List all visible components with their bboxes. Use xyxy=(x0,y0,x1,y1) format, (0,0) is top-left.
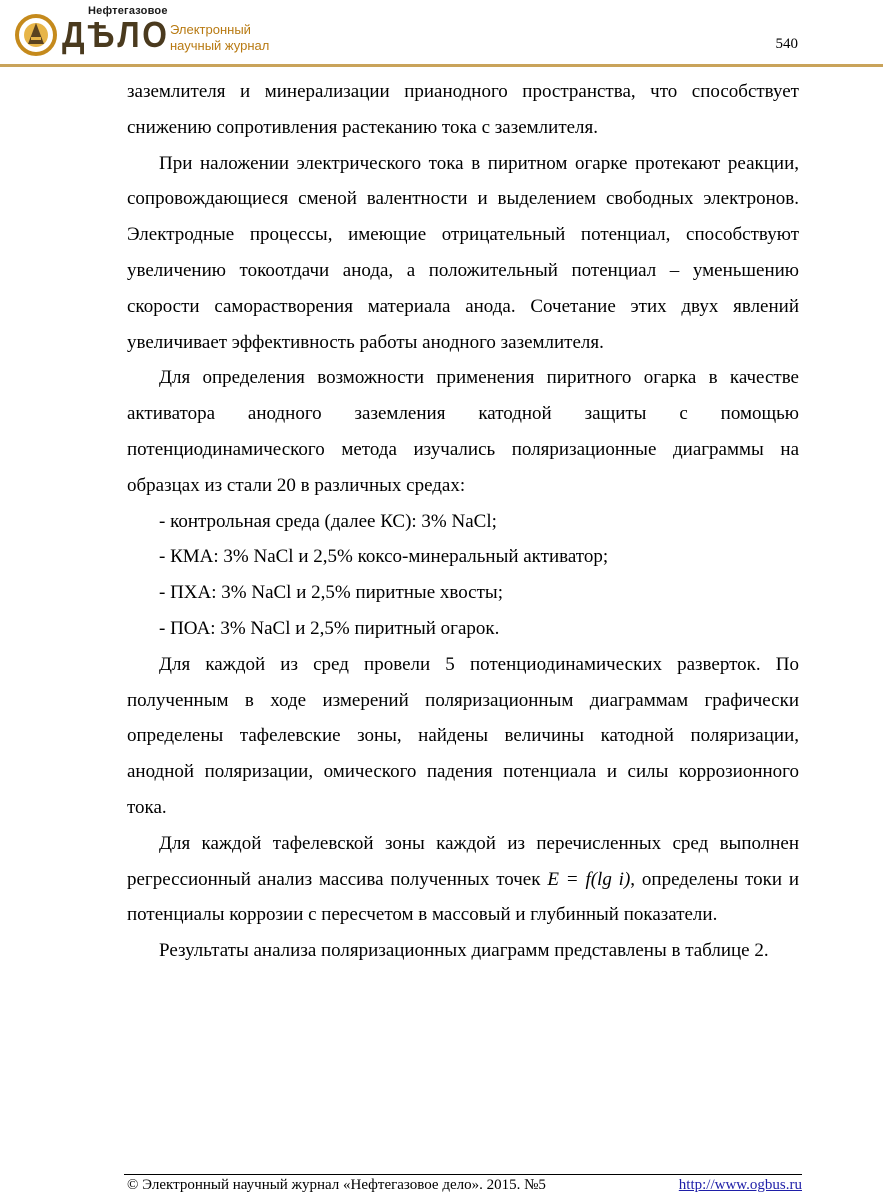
paragraph-5-text-before: Для каждой тафелевской зоны каждой из перечисленных сред выполнен регрессионный анализ массива полученных точек xyxy=(127,832,799,890)
journal-logo-icon xyxy=(14,10,66,56)
footer-copyright: © Электронный научный журнал «Нефтегазовое дело». 2015. №5 xyxy=(127,1177,546,1193)
paragraph-5-text-after: , определены токи и потенциалы коррозии с пересчетом в массовый и глубинный показатели. xyxy=(127,868,800,926)
logo-subtitle-line2: научный журнал xyxy=(170,38,270,53)
list-item: - контрольная среда (далее КС): 3% NaCl; xyxy=(159,510,497,532)
list-item: - ПОА: 3% NaCl и 2,5% пиритный огарок. xyxy=(159,617,500,639)
logo-subtitle xyxy=(170,22,269,54)
paragraph-4: Для каждой из сред провели 5 потенциодинамических разверток. По полученным в ходе измерений поляризационным диаграммам графически определены тафелевские зоны, найдены величины катодной поляризации, анодной поляризации, омического падения потенциала и силы коррозионного тока. xyxy=(127,653,799,818)
logo-wordmark: ДѢЛО xyxy=(62,14,170,55)
footer-website-link[interactable]: http://www.ogbus.ru xyxy=(678,1177,802,1193)
list-item: - КМА: 3% NaCl и 2,5% коксо-минеральный активатор; xyxy=(159,546,609,568)
logo-top-text: Нефтегазовое xyxy=(88,5,168,17)
header-divider xyxy=(0,64,883,67)
article-body xyxy=(127,74,799,969)
footer-divider xyxy=(124,1174,802,1175)
paragraph-5 xyxy=(127,826,799,933)
logo-subtitle-line1: Электронный xyxy=(170,22,251,37)
list-item: - ПХА: 3% NaCl и 2,5% пиритные хвосты; xyxy=(159,582,503,604)
paragraph-6: Результаты анализа поляризационных диаграмм представлены в таблице 2. xyxy=(159,940,769,962)
page-number: 540 xyxy=(775,36,798,52)
regression-formula: E = f(lg i) xyxy=(547,868,631,890)
paragraph-2: При наложении электрического тока в пиритном огарке протекают реакции, сопровождающиеся сменой валентности и выделением свободных электронов. Электродные процессы, имеющие отрицательный потенциал, способствуют увеличению токоотдачи анода, а положительный потенциал – уменьшению скорости саморастворения материала анода. Сочетание этих двух явлений увеличивает эффективность работы анодного заземлителя. xyxy=(127,152,799,353)
paragraph-3: Для определения возможности применения пиритного огарка в качестве активатора анодного заземления катодной защиты с помощью потенциодинамического метода изучались поляризационные диаграммы на образцах из стали 20 в различных средах: xyxy=(127,367,799,496)
paragraph-1: заземлителя и минерализации прианодного пространства, что способствует снижению сопротивления растеканию тока с заземлителя. xyxy=(127,81,799,138)
page-header xyxy=(0,0,883,70)
